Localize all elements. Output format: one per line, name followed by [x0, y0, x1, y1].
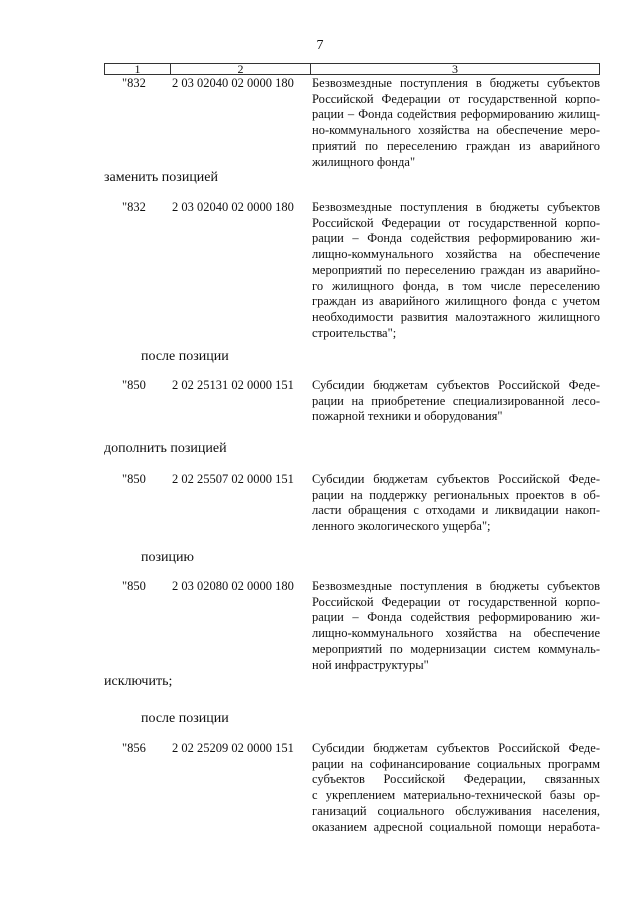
description-line: рации – Фонда содействия реформированию жи- — [312, 610, 600, 625]
instruction-after-position: после позиции — [141, 349, 229, 364]
income-description — [312, 741, 600, 835]
admin-code: "850 — [122, 378, 146, 392]
description-line: Российской Федерации от государственной корпо- — [312, 215, 600, 230]
instruction-after-position: после позиции — [141, 711, 229, 726]
description-line: рации на приобретение специализированной лесо- — [312, 393, 600, 408]
budget-code: 2 03 02040 02 0000 180 — [172, 76, 294, 90]
budget-code: 2 02 25209 02 0000 151 — [172, 741, 294, 755]
description-line: Российской Федерации от государственной корпо- — [312, 91, 600, 106]
budget-code: 2 02 25131 02 0000 151 — [172, 378, 294, 392]
description-line: мероприятий по переселению граждан из аварийно- — [312, 262, 600, 277]
instruction-supplement: дополнить позицией — [104, 441, 227, 456]
admin-code: "856 — [122, 741, 146, 755]
header-col-2: 2 — [171, 64, 311, 74]
description-line: с укреплением материально-технической базы ор- — [312, 788, 600, 803]
description-line: Безвозмездные поступления в бюджеты субъектов — [312, 579, 600, 593]
description-line: необходимости развития малоэтажного жилищного — [312, 309, 600, 324]
budget-code: 2 03 02040 02 0000 180 — [172, 200, 294, 214]
description-line: Субсидии бюджетам субъектов Российской Феде- — [312, 472, 600, 486]
description-line: но-коммунального хозяйства на обеспечение меро- — [312, 123, 600, 138]
instruction-position: позицию — [141, 550, 194, 565]
instruction-exclude: исключить; — [104, 674, 173, 689]
header-col-3: 3 — [452, 62, 458, 76]
income-description — [312, 472, 600, 535]
income-description — [312, 579, 600, 673]
description-line: приятий по переселению граждан из аварийного — [312, 138, 600, 153]
description-line: Российской Федерации от государственной корпо- — [312, 594, 600, 609]
income-description — [312, 200, 600, 341]
description-line: Безвозмездные поступления в бюджеты субъектов — [312, 200, 600, 214]
description-line: оказанием адресной социальной помощи неработа- — [312, 819, 600, 834]
instruction-replace: заменить позицией — [104, 170, 219, 185]
description-line: строительства"; — [312, 325, 397, 340]
description-line: ленного экологического ущерба"; — [312, 519, 491, 534]
description-line: лищно-коммунального хозяйства на обеспечение — [312, 247, 600, 262]
description-line: рации – Фонда содействия реформированию жилищ- — [312, 107, 600, 122]
description-line: Субсидии бюджетам субъектов Российской Феде- — [312, 378, 600, 392]
income-description — [312, 378, 600, 425]
budget-code: 2 03 02080 02 0000 180 — [172, 579, 294, 593]
admin-code: "832 — [122, 200, 146, 214]
description-line: ласти обращения с отходами и ликвидации накоп- — [312, 503, 600, 518]
description-line: пожарной техники и оборудования" — [312, 409, 503, 424]
description-line: рации – Фонда содействия реформированию жи- — [312, 231, 600, 246]
description-line: мероприятий по модернизации систем коммуналь- — [312, 641, 600, 656]
table-header — [104, 63, 600, 75]
description-line: ганизаций социального обслуживания населения, — [312, 803, 600, 818]
description-line: лищно-коммунального хозяйства на обеспечение — [312, 626, 600, 641]
description-line: ной инфраструктуры" — [312, 657, 429, 672]
header-col-1: 1 — [105, 64, 171, 74]
description-line: Безвозмездные поступления в бюджеты субъектов — [312, 76, 600, 90]
description-line: рации на поддержку региональных проектов в об- — [312, 487, 600, 502]
page-number: 7 — [316, 38, 324, 53]
budget-code: 2 02 25507 02 0000 151 — [172, 472, 294, 486]
admin-code: "832 — [122, 76, 146, 90]
description-line: рации на софинансирование социальных программ — [312, 756, 600, 771]
description-line: го жилищного фонда, в том числе переселению — [312, 278, 600, 293]
description-line: субъектов Российской Федерации, связанных — [312, 772, 600, 787]
description-line: граждан из аварийного жилищного фонда с учетом — [312, 294, 600, 309]
admin-code: "850 — [122, 579, 146, 593]
admin-code: "850 — [122, 472, 146, 486]
income-description — [312, 76, 600, 170]
description-line: жилищного фонда" — [312, 154, 416, 169]
description-line: Субсидии бюджетам субъектов Российской Феде- — [312, 741, 600, 755]
